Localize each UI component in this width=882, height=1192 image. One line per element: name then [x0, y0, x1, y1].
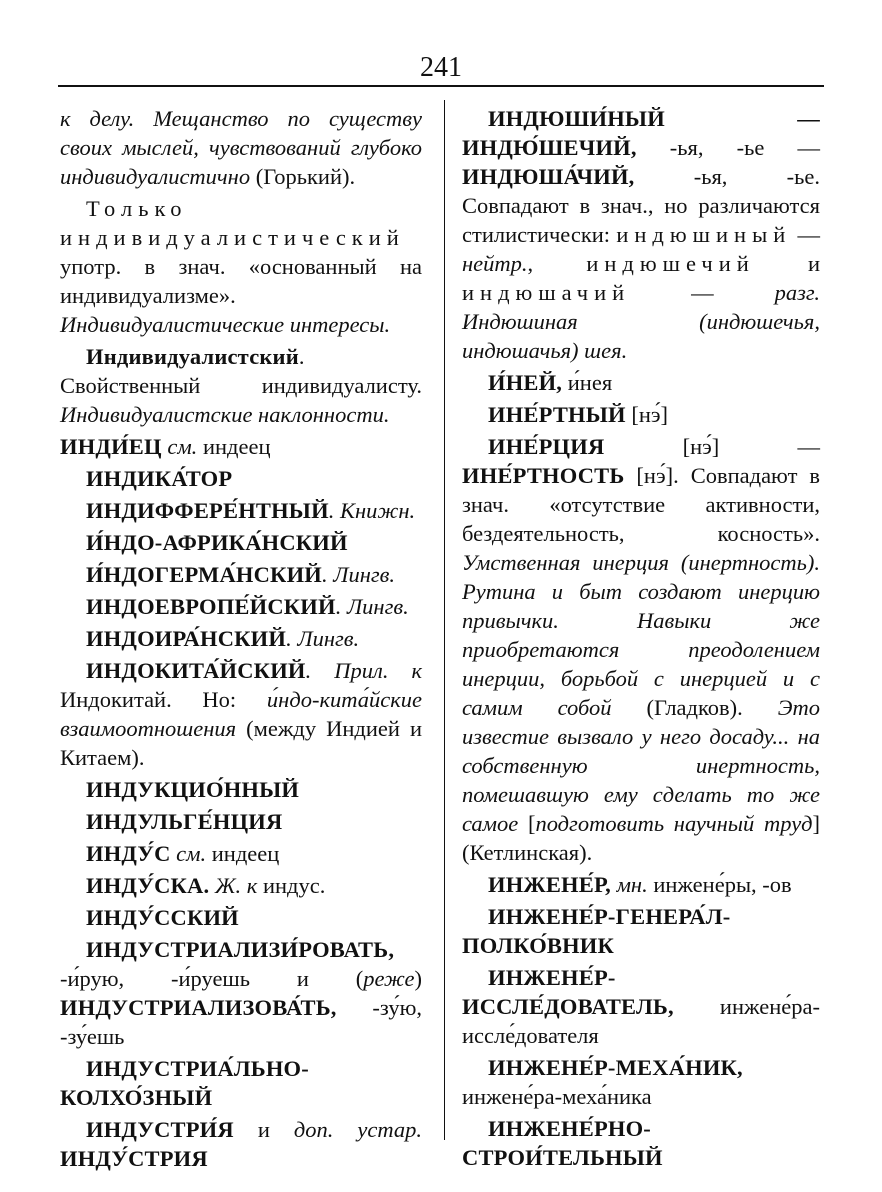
usage-mark: см. [161, 434, 198, 459]
headword: И́НЕЙ, [488, 370, 563, 395]
example-text: к делу. Мещанство по существу своих мыслей, чувствований глубоко индивидуалистично [60, 106, 422, 189]
example-text: Индивидуалистические интересы. [60, 312, 391, 337]
definition-text: и [233, 1117, 294, 1142]
example-text: Индюшиная (индюшечья, индюшачья) шея. [462, 309, 820, 363]
entry-indifferentnyy [60, 496, 422, 525]
spaced-term: индюшачий [462, 280, 631, 305]
headword: ИНДЮШИ́НЫЙ — ИНДЮ́ШЕЧИЙ, [462, 106, 820, 160]
headword: ИНДИФФЕРЕ́НТНЫЙ [86, 498, 329, 523]
headword: ИНДОЕВРОПЕ́ЙСКИЙ [86, 594, 336, 619]
headword: И́НДОГЕРМА́НСКИЙ [86, 562, 322, 587]
headword: ИНЖЕНЕ́Р-МЕХА́НИК, [488, 1055, 743, 1080]
example-text: и́ндо-кита́йские взаимоотношения [60, 687, 422, 741]
example-text: Это известие вызвало у него досаду... на собственную инертность, помешавшую ему сделать то же самое [462, 695, 820, 836]
definition-text: употр. в знач. «основанный на индивидуализме». [60, 254, 422, 308]
definition-text: [нэ́]. Совпадают в знач. «отсутствие активности, бездеятельность, косность». [462, 463, 820, 546]
entry-inzhener-mekhanik [462, 1053, 820, 1111]
source-citation: (Гладков). [611, 695, 778, 720]
definition-text: , [527, 251, 587, 276]
headword: ИНДОКИТА́ЙСКИЙ [86, 658, 306, 683]
headword: ИНЖЕНЕ́Р-ГЕНЕРА́Л-ПОЛКО́ВНИК [462, 904, 731, 958]
entry-continuation [60, 104, 422, 191]
usage-mark: реже [363, 966, 415, 991]
column-divider [444, 100, 445, 1140]
example-text: Индивидуалистские наклонности. [60, 402, 390, 427]
headword: ИНЖЕНЕ́Р, [488, 872, 611, 897]
headword-variant: ИНДЮША́ЧИЙ, [462, 164, 635, 189]
left-column [60, 104, 422, 1176]
definition-text: . Свойственный индивидуалисту. [60, 344, 422, 398]
definition-text: -зу́ю, -зу́ешь [60, 995, 422, 1049]
usage-mark: . Книжн. [328, 498, 416, 523]
definition-text: индус. [257, 873, 326, 898]
definition-text: ) [414, 966, 422, 991]
headword: ИНДУСТРИ́Я [86, 1117, 234, 1142]
usage-mark: мн. [610, 872, 648, 897]
definition-text: инжене́ра-меха́ника [462, 1084, 652, 1109]
entry-induska [60, 871, 422, 900]
entry-industriya [60, 1115, 422, 1173]
entry-indikator [60, 464, 422, 493]
headword: ИНДУЛЬГЕ́НЦИЯ [86, 809, 283, 834]
entry-inzhener-issledovatel [462, 963, 820, 1050]
usage-mark: . Лингв. [321, 562, 396, 587]
source-citation: (Кетлинская). [462, 840, 593, 865]
headword: ИНЖЕНЕ́РНО-СТРОИ́ТЕЛЬНЫЙ [462, 1116, 663, 1170]
headword: ИНДОИРА́НСКИЙ [86, 626, 287, 651]
pronunciation: [нэ́] [625, 402, 669, 427]
entry-indokitayskiy [60, 656, 422, 772]
entry-indulgentsiya [60, 807, 422, 836]
usage-mark: нейтр. [462, 251, 528, 276]
bracket: ] [812, 811, 821, 836]
headword: ИНДУ́С [86, 841, 171, 866]
headword: ИНЖЕНЕ́Р-ИССЛЕ́ДОВАТЕЛЬ, [462, 965, 674, 1019]
definition-text: — [630, 280, 775, 305]
definition-text: инжене́ра-иссле́дователя [462, 994, 820, 1048]
headword-variant: ИНДУСТРИАЛИЗОВА́ТЬ, [60, 995, 337, 1020]
source-citation: (Горький). [250, 164, 356, 189]
entry-inertnyy [462, 400, 820, 429]
entry-iney [462, 368, 820, 397]
definition-text: и́нея [562, 370, 613, 395]
entry-usage-note [60, 194, 422, 339]
entry-industrialno-kolkhoznyy [60, 1054, 422, 1112]
headword: ИНДУ́ССКИЙ [86, 905, 239, 930]
entry-inzhenerno-stroitelnyy [462, 1114, 820, 1172]
definition-text: индеец [197, 434, 271, 459]
definition-text: индеец [206, 841, 280, 866]
usage-mark: . Лингв. [286, 626, 360, 651]
definition-text: Индокитай. Но: [60, 687, 267, 712]
headword: ИНДИКА́ТОР [86, 466, 233, 491]
usage-mark: . Лингв. [335, 594, 409, 619]
entry-indoevropeyskiy [60, 592, 422, 621]
bracket: [ [518, 811, 536, 836]
entry-indiets [60, 432, 422, 461]
definition-text: -ья, -ье — [636, 135, 820, 160]
entry-indoiranskiy [60, 624, 422, 653]
definition-text: и [754, 251, 821, 276]
definition-text: инжене́ры, -ов [647, 872, 792, 897]
entry-individualistskiy [60, 342, 422, 429]
definition-text: -и́рую, -и́руешь и ( [60, 966, 364, 991]
definition-text: -ья, -ье. Совпадают в знач., но различаются стилистически: [462, 164, 820, 247]
usage-mark: . Прил. к [305, 658, 422, 683]
entry-indogermanskiy [60, 560, 422, 589]
headword: ИНДУСТРИА́ЛЬНО-КОЛХО́ЗНЫЙ [60, 1056, 309, 1110]
entry-inzhener [462, 870, 820, 899]
headword: ИНЕ́РЦИЯ [488, 434, 605, 459]
usage-mark: см. [170, 841, 207, 866]
entry-indus [60, 839, 422, 868]
headword-variant: ИНЕ́РТНОСТЬ [462, 463, 625, 488]
right-column [462, 104, 820, 1175]
headword: И́НДО-АФРИКА́НСКИЙ [86, 530, 348, 555]
entry-inzhener-general-polkovnik [462, 902, 820, 960]
headword: Индивидуалистский [86, 344, 299, 369]
spaced-term: индюшечий [586, 251, 755, 276]
definition-text: (между Индией и Китаем). [60, 716, 422, 770]
usage-mark: разг. [774, 280, 820, 305]
headword: ИНДУ́СКА. [86, 873, 210, 898]
example-text: подготовить научный труд [535, 811, 813, 836]
headword: ИНДУКЦИО́ННЫЙ [86, 777, 300, 802]
entry-indo-afrikanskiy [60, 528, 422, 557]
usage-mark: доп. устар. [293, 1117, 422, 1142]
entry-indusskiy [60, 903, 422, 932]
headword: ИНДУСТРИАЛИЗИ́РОВАТЬ, [86, 937, 395, 962]
usage-mark: Ж. к [209, 873, 258, 898]
headword: ИНДИ́ЕЦ [60, 434, 162, 459]
page-number: 241 [420, 52, 462, 83]
header-rule [58, 85, 824, 87]
entry-inertsiya [462, 432, 820, 867]
entry-induktsionnyy [60, 775, 422, 804]
entry-industrializirovat [60, 935, 422, 1051]
spaced-term: индюшиный [616, 222, 792, 247]
headword-variant: ИНДУ́СТРИЯ [60, 1146, 208, 1171]
headword: ИНЕ́РТНЫЙ [488, 402, 626, 427]
example-text: Умственная инерция (инертность). Рутина и быт создают инерцию привычки. Навыки же приобретаются преодолением инерции, борьбой с инерцией и с самим собой [462, 550, 820, 720]
spaced-term: Только индивидуалистический [60, 196, 405, 250]
pronunciation: [нэ́] — [604, 434, 820, 459]
entry-indyushinyy [462, 104, 820, 365]
definition-text: — [791, 222, 820, 247]
